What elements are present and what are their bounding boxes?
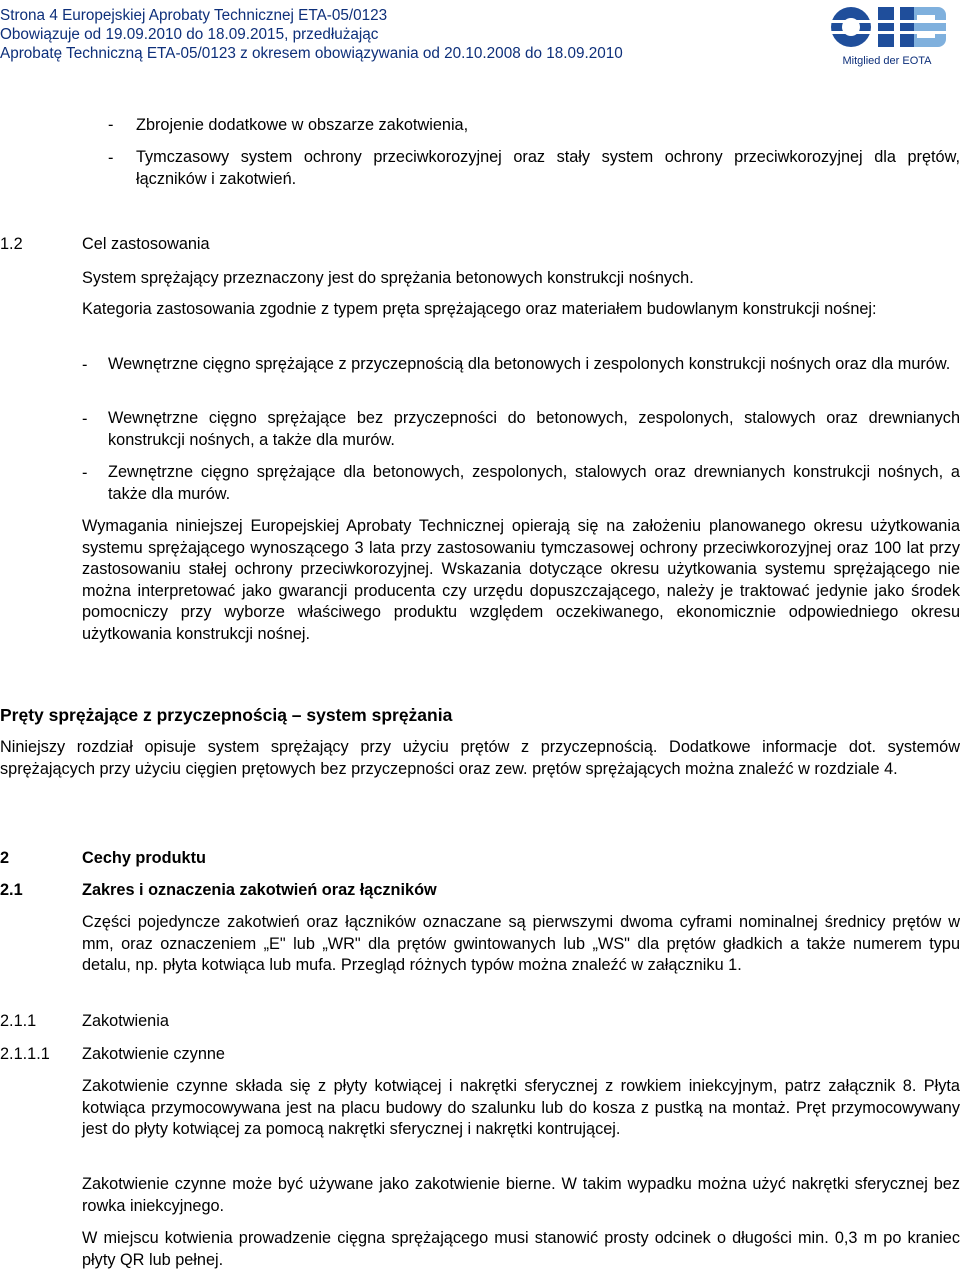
- paragraph: Kategoria zastosowania zgodnie z typem pręta sprężającego oraz materiałem budowlanym konstrukcji nośnej:: [82, 300, 877, 318]
- section-title: Zakotwienie czynne: [82, 1045, 225, 1063]
- bullet-dash: -: [108, 149, 114, 167]
- bullet-text: Zbrojenie dodatkowe w obszarze zakotwienia,: [136, 116, 469, 134]
- section-number: 1.2: [0, 235, 23, 253]
- section-title: Cechy produktu: [82, 849, 206, 867]
- section-title: Cel zastosowania: [82, 235, 210, 253]
- paragraph: Zakotwienie czynne składa się z płyty kotwiącej i nakrętki sferycznej z rowkiem iniekcyjnym, patrz załącznik 8. Płyta kotwiąca przymocowywana jest na placu budowy do szalunku lub do kosza z pustką na montaż. Pręt przymocowywany jest do płyty kotwiącej za pomocą nakrętki sferycznej i nakrętki kontrującej.: [82, 1077, 960, 1139]
- section-number: 2: [0, 849, 10, 867]
- paragraph: Niniejszy rozdział opisuje system sprężający przy użyciu prętów z przyczepnością. Dodatkowe informacje dot. systemów sprężających przy użyciu cięgien prętowych bez przyczepności oraz zew. prętów sprężających można znaleźć w rozdziale 4.: [0, 738, 960, 778]
- section-title: Zakotwienia: [82, 1012, 169, 1030]
- bullet-dash: -: [108, 116, 114, 134]
- page-header: [0, 6, 623, 63]
- bullet-text: Wewnętrzne cięgno sprężające bez przyczepności do betonowych, zespolonych, stalowych oraz drewnianych konstrukcji nośnych, a także dla murów.: [108, 409, 960, 449]
- logo-caption: Mitglied der EOTA: [842, 55, 932, 67]
- section-title: Zakres i oznaczenia zakotwień oraz łączników: [82, 881, 437, 899]
- bullet-text: Zewnętrzne cięgno sprężające dla betonowych, zespolonych, stalowych oraz drewnianych konstrukcji nośnych, a także dla murów.: [108, 463, 960, 503]
- section-number: 2.1: [0, 881, 23, 899]
- oib-logo-icon: [825, 3, 950, 69]
- paragraph: Zakotwienie czynne może być używane jako zakotwienie bierne. W takim wypadku można użyć nakrętki sferycznej bez rowka iniekcyjnego.: [82, 1175, 960, 1215]
- header-line-1: Strona 4 Europejskiej Aprobaty Technicznej ETA-05/0123: [0, 7, 388, 24]
- bullet-text: Tymczasowy system ochrony przeciwkorozyjnej oraz stały system ochrony przeciwkorozyjnej dla prętów, łączników i zakotwień.: [136, 148, 960, 188]
- section-number: 2.1.1.1: [0, 1045, 50, 1063]
- bullet-dash: -: [82, 464, 88, 482]
- paragraph: Wymagania niniejszej Europejskiej Aprobaty Technicznej opierają się na założeniu planowanego okresu użytkowania systemu sprężającego wynoszącego 3 lata przy zastosowaniu tymczasowej ochrony przeciwkorozyjnej oraz 100 lat przy zastosowaniu stałej ochrony przeciwkorozyjnej. Wskazania dotyczące okresu użytkowania systemu sprężającego nie można interpretować jako gwarancji producenta czy urzędu dopuszczającego, należy je traktować jedynie jako środek pomocniczy przy wyborze właściwego produktu względem oczekiwanego, ekonomicznie odpowiedniego okresu użytkowania konstrukcji nośnej.: [82, 517, 960, 643]
- paragraph: System sprężający przeznaczony jest do sprężania betonowych konstrukcji nośnych.: [82, 269, 694, 287]
- paragraph: W miejscu kotwienia prowadzenie cięgna sprężającego musi stanowić prosty odcinek o długości min. 0,3 m po kraniec płyty QR lub pełnej.: [82, 1229, 960, 1269]
- part-title: Pręty sprężające z przyczepnością – system sprężania: [0, 705, 453, 725]
- paragraph: Części pojedyncze zakotwień oraz łączników oznaczane są pierwszymi dwoma cyframi nominalnej średnicy prętów w mm, oraz oznaczeniem „E" lub „WR" dla prętów gwintowanych lub „WS" dla prętów gładkich a także numerem typu detalu, np. płyta kotwiąca lub mufa. Przegląd różnych typów można znaleźć w załączniku 1.: [82, 913, 960, 975]
- bullet-text: Wewnętrzne cięgno sprężające z przyczepnością dla betonowych i zespolonych konstrukcji nośnych oraz dla murów.: [108, 355, 951, 373]
- section-number: 2.1.1: [0, 1012, 37, 1030]
- bullet-dash: -: [82, 356, 88, 374]
- bullet-dash: -: [82, 410, 88, 428]
- header-line-2: Obowiązuje od 19.09.2010 do 18.09.2015, przedłużając: [0, 26, 379, 43]
- header-line-3: Aprobatę Techniczną ETA-05/0123 z okresem obowiązywania od 20.10.2008 do 18.09.2010: [0, 45, 623, 62]
- oib-logo-graphic: [825, 3, 950, 69]
